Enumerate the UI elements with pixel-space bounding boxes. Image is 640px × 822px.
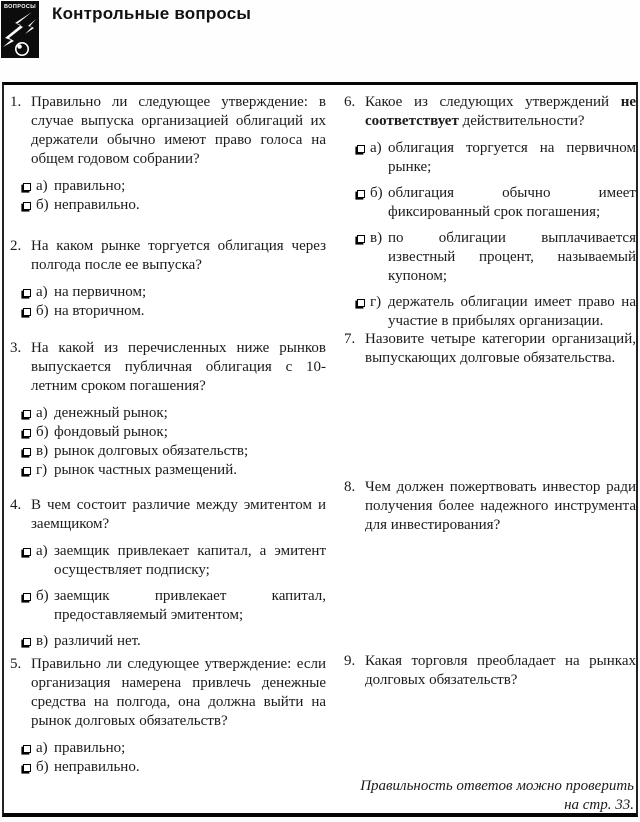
option-letter: б)	[36, 197, 49, 213]
question-number: 2.	[10, 238, 22, 254]
question-3	[10, 339, 326, 480]
question-1	[10, 93, 326, 215]
option-text: держатель облигации имеет право на участие в прибылях организации.	[388, 294, 636, 329]
checkbox-icon	[23, 638, 31, 646]
question-8-head	[344, 478, 636, 535]
option-text: на вторичном.	[54, 303, 145, 319]
option-letter: а)	[36, 178, 48, 194]
question-1-options	[10, 177, 326, 215]
content-frame	[2, 82, 638, 817]
question-3-options	[10, 404, 326, 480]
option-text: неправильно.	[54, 759, 140, 775]
option-text: правильно;	[54, 740, 126, 756]
question-number: 7.	[344, 331, 356, 347]
answer-option	[357, 293, 636, 331]
question-9	[344, 652, 636, 690]
question-4	[10, 496, 326, 651]
question-2-options	[10, 283, 326, 321]
checkbox-icon	[23, 410, 31, 418]
question-text-bold: не соответствует	[365, 94, 636, 129]
question-2-head	[10, 237, 326, 275]
question-7	[344, 330, 636, 368]
question-text: Чем должен пожертвовать инвестор ради получения более надежного инструмента для инвестирования?	[365, 479, 636, 533]
questions-icon-label: ВОПРОСЫ	[3, 4, 37, 10]
question-2	[10, 237, 326, 321]
question-5-head	[10, 655, 326, 731]
checkbox-icon	[23, 308, 31, 316]
answer-option	[357, 139, 636, 177]
checkbox-icon	[23, 429, 31, 437]
answer-option	[23, 177, 326, 196]
option-letter: б)	[36, 588, 49, 604]
checkbox-icon	[357, 235, 365, 243]
question-3-head	[10, 339, 326, 396]
question-text: В чем состоит различие между эмитентом и заемщиком?	[31, 497, 326, 532]
option-letter: в)	[36, 443, 49, 459]
option-letter: а)	[36, 284, 48, 300]
answer-option	[23, 423, 326, 442]
checkbox-icon	[23, 764, 31, 772]
answer-option	[357, 184, 636, 222]
checkbox-icon	[23, 593, 31, 601]
checkbox-icon	[23, 467, 31, 475]
question-4-options	[10, 542, 326, 651]
answer-option	[23, 442, 326, 461]
option-letter: в)	[36, 633, 49, 649]
checkbox-icon	[23, 202, 31, 210]
answer-option	[23, 542, 326, 580]
checkbox-icon	[357, 145, 365, 153]
page-title: Контрольные вопросы	[52, 4, 252, 23]
answer-option	[23, 283, 326, 302]
question-9-head	[344, 652, 636, 690]
option-text: денежный рынок;	[54, 405, 168, 421]
questions-chapter-icon	[1, 1, 39, 58]
option-text: фондовый рынок;	[54, 424, 168, 440]
option-letter: а)	[370, 140, 382, 156]
question-7-head	[344, 330, 636, 368]
option-letter: б)	[36, 303, 49, 319]
question-text: Какое из следующих утверждений не соответствует действительности?	[365, 94, 636, 129]
checkbox-icon	[23, 745, 31, 753]
answer-option	[23, 461, 326, 480]
checkbox-icon	[357, 299, 365, 307]
option-letter: г)	[36, 462, 48, 478]
question-text: Назовите четыре категории организаций, выпускающих долговые обязательства.	[365, 331, 636, 366]
question-5	[10, 655, 326, 777]
answer-option	[357, 229, 636, 286]
option-letter: а)	[36, 740, 48, 756]
option-text: по облигации выплачивается известный процент, называемый купоном;	[388, 230, 636, 284]
question-6-options	[344, 139, 636, 331]
checkbox-icon	[357, 190, 365, 198]
option-letter: г)	[370, 294, 382, 310]
question-text: На какой из перечисленных ниже рынков выпускается публичная облигация с 10-летним сроком погашения?	[31, 340, 326, 394]
lightning-eye-icon	[1, 11, 39, 57]
option-letter: б)	[36, 424, 49, 440]
checkbox-icon	[23, 548, 31, 556]
option-text: на первичном;	[54, 284, 147, 300]
question-text: Правильно ли следующее утверждение: в случае выпуска организацией облигаций их держатели обычно имеют право голоса на общем годовом собрании?	[31, 94, 326, 167]
question-1-head	[10, 93, 326, 169]
option-text: заемщик привлекает капитал, предоставляемый эмитентом;	[54, 588, 326, 623]
question-text: Какая торговля преобладает на рынках долговых обязательств?	[365, 653, 636, 688]
answer-option	[23, 302, 326, 321]
answer-option	[23, 196, 326, 215]
question-number: 9.	[344, 653, 356, 669]
option-letter: б)	[370, 185, 383, 201]
option-letter: а)	[36, 405, 48, 421]
question-text: Правильно ли следующее утверждение: если организация намерена привлечь денежные средства на полгода, она должна выйти на рынок долговых обязательств?	[31, 656, 326, 729]
option-text: облигация обычно имеет фиксированный срок погашения;	[388, 185, 636, 220]
answer-option	[23, 587, 326, 625]
answer-option	[23, 632, 326, 651]
question-4-head	[10, 496, 326, 534]
question-5-options	[10, 739, 326, 777]
question-number: 8.	[344, 479, 356, 495]
checkbox-icon	[23, 183, 31, 191]
question-number: 4.	[10, 497, 22, 513]
option-text: неправильно.	[54, 197, 140, 213]
answer-option	[23, 758, 326, 777]
question-number: 6.	[344, 94, 356, 110]
question-text: На каком рынке торгуется облигация через полгода после ее выпуска?	[31, 238, 326, 273]
question-number: 5.	[10, 656, 22, 672]
question-number: 1.	[10, 94, 22, 110]
option-text: различий нет.	[54, 633, 141, 649]
option-letter: в)	[370, 230, 383, 246]
question-number: 3.	[10, 340, 22, 356]
answer-option	[23, 404, 326, 423]
question-8	[344, 478, 636, 535]
option-letter: б)	[36, 759, 49, 775]
option-text: заемщик привлекает капитал, а эмитент осуществляет подписку;	[54, 543, 326, 578]
question-6	[344, 93, 636, 331]
checkbox-icon	[23, 448, 31, 456]
answers-reference-note: Правильность ответов можно проверить на стр. 33.	[360, 778, 634, 813]
checkbox-icon	[23, 289, 31, 297]
option-letter: а)	[36, 543, 48, 559]
option-text: облигация торгуется на первичном рынке;	[388, 140, 636, 175]
option-text: рынок долговых обязательств;	[54, 443, 249, 459]
option-text: правильно;	[54, 178, 126, 194]
question-6-head	[344, 93, 636, 131]
answer-option	[23, 739, 326, 758]
option-text: рынок частных размещений.	[54, 462, 237, 478]
